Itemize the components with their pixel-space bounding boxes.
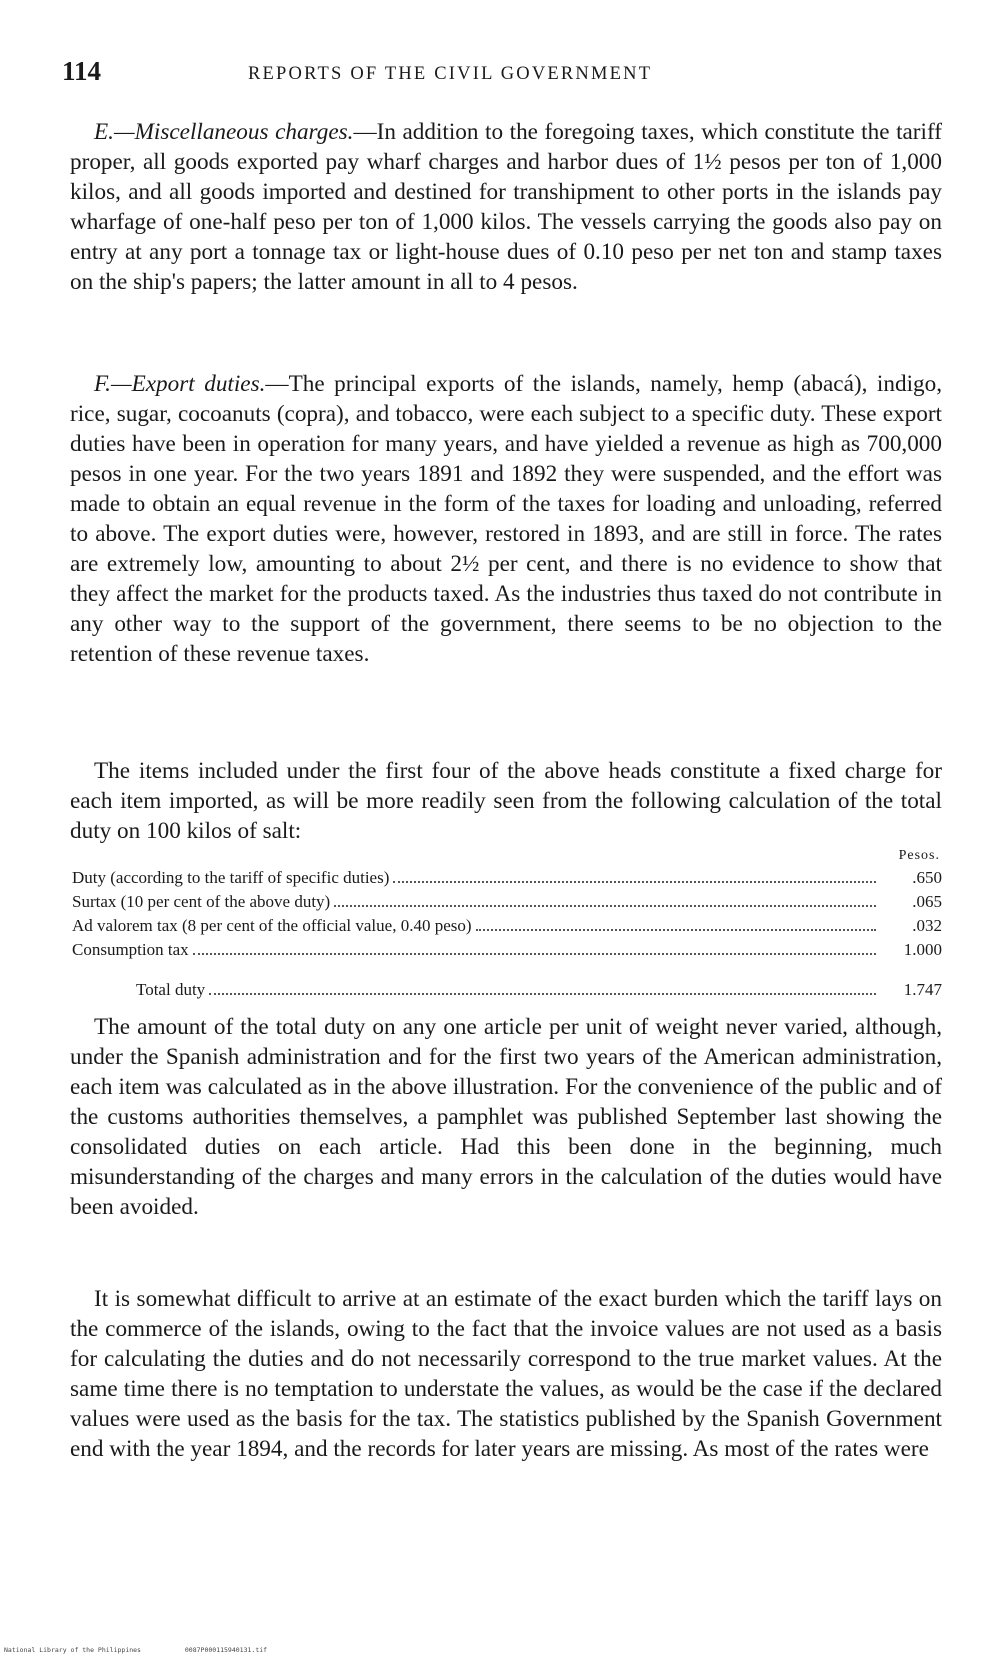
paragraph-export-duties: [70, 369, 942, 669]
salt-duty-calculation: [72, 848, 942, 1002]
paragraph-text: It is somewhat difficult to arrive at an estimate of the exact burden which the tariff lays on the commerce of the islands, owing to the fact that the invoice values are not used as a basis for calculating the duties and do not necessarily correspond to the true market values. At the same time there is no temptation to understate the values, as would be the case if the declared values were used as the basis for the tax. The statistics published by the Spanish Government end with the year 1894, and the records for later years are missing. As most of the rates were: [70, 1286, 942, 1462]
paragraph-text: —The principal exports of the islands, namely, hemp (abacá), indigo, rice, sugar, cocoanuts (copra), and tobacco, were each subject to a specific duty. These export duties have been in operation for many years, and have yielded a revenue as high as 700,000 pesos in one year. For the two years 1891 and 1892 they were suspended, and the effort was made to obtain an equal revenue in the form of the taxes for loading and unloading, referred to above. The export duties were, however, restored in 1893, and are still in force. The rates are extremely low, amounting to about 2½ per cent, and there is no evidence to show that they affect the market for the products taxed. As the industries thus taxed do not contribute in any other way to the support of the government, there seems to be no objection to the retention of these revenue taxes.: [70, 371, 942, 667]
calc-label: Consumption tax: [72, 940, 189, 959]
calc-label: Surtax (10 per cent of the above duty): [72, 892, 331, 911]
paragraph-total-duty: [70, 1012, 942, 1222]
calc-row: [72, 914, 942, 938]
calc-row: [72, 938, 942, 962]
total-amount: 1.747: [903, 980, 942, 999]
dot-leader: [209, 993, 876, 995]
calc-row: [72, 890, 942, 914]
calc-amount: .065: [912, 892, 942, 911]
page-number: 114: [62, 56, 102, 86]
footer-file-id: 0087P000115940131.tif: [184, 1646, 268, 1654]
total-label: Total duty: [136, 980, 206, 999]
calc-total-row: [72, 978, 942, 1002]
paragraph-text: The items included under the first four of the above heads constitute a fixed charge for each item imported, as will be more readily seen from the following calculation of the total duty on 100 kilos of salt:: [70, 758, 942, 844]
section-heading-export: F.—Export duties.: [94, 371, 266, 397]
calc-amount: .032: [912, 916, 942, 935]
calc-amount: .650: [912, 868, 942, 887]
scan-footer: [4, 1646, 307, 1654]
calc-amount: 1.000: [903, 940, 942, 959]
paragraph-tariff-burden: [70, 1284, 942, 1464]
paragraph-text: —In addition to the foregoing taxes, which constitute the tariff proper, all goods exported pay wharf charges and harbor dues of 1½ pesos per ton of 1,000 kilos, and all goods imported and destined for transhipment to other ports in the islands pay wharfage of one-half peso per ton of 1,000 kilos. The vessels carrying the goods also pay on entry at any port a tonnage tax or light-house dues of 0.10 peso per net ton and stamp taxes on the ship's papers; the latter amount in all to 4 pesos.: [70, 119, 942, 295]
paragraph-items-intro: [70, 756, 942, 846]
dot-leader: [193, 953, 876, 955]
running-head: REPORTS OF THE CIVIL GOVERNMENT: [248, 64, 653, 84]
dot-leader: [334, 905, 876, 907]
paragraph-text: The amount of the total duty on any one article per unit of weight never varied, although, under the Spanish administration and for the first two years of the American administration, each item was calculated as in the above illustration. For the convenience of the public and of the customs authorities themselves, a pamphlet was published September last showing the consolidated duties on each article. Had this been done in the beginning, much misunderstanding of the charges and many errors in the calculation of the duties would have been avoided.: [70, 1014, 942, 1220]
section-heading-misc: E.—Miscellaneous charges.: [94, 119, 354, 145]
unit-header: Pesos.: [898, 848, 940, 863]
paragraph-miscellaneous-charges: [70, 117, 942, 297]
dot-leader: [476, 929, 876, 931]
calc-label: Ad valorem tax (8 per cent of the official value, 0.40 peso): [72, 916, 472, 935]
dot-leader: [393, 881, 876, 883]
footer-source: National Library of the Philippines: [4, 1646, 141, 1654]
calc-row: [72, 866, 942, 890]
calc-label: Duty (according to the tariff of specific duties): [72, 868, 390, 887]
